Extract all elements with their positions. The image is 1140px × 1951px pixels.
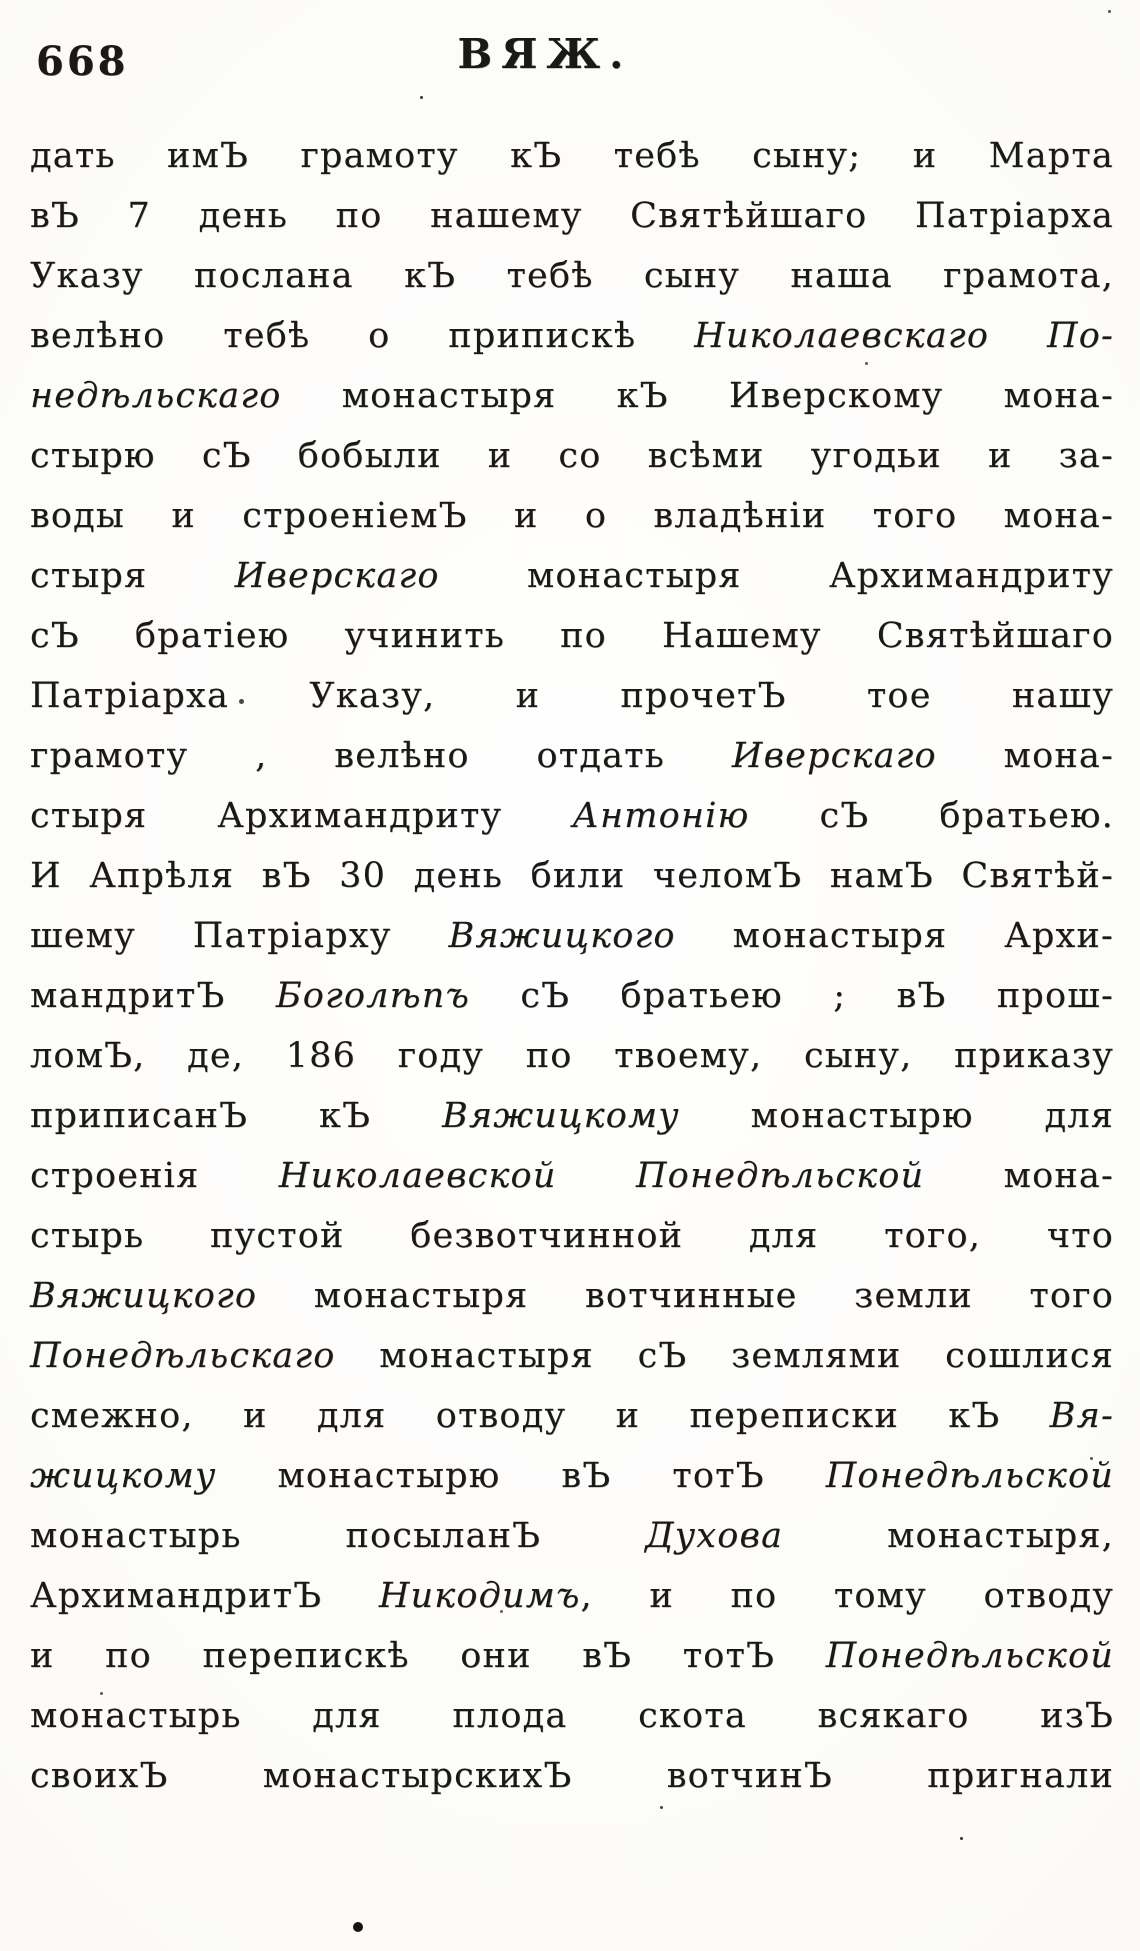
italic-text-run: Никодимъ (378, 1576, 581, 1616)
italic-text-run: Понедѣльской (825, 1456, 1114, 1496)
text-run: сЪ братьею ; вЪ прош- (470, 976, 1114, 1016)
text-line (30, 186, 1114, 246)
italic-text-run: Боголѣпъ (275, 976, 471, 1016)
text-line (30, 366, 1114, 426)
text-run: дать имЪ грамоту кЪ тебѣ сыну; и Марта (30, 136, 1114, 176)
text-run: Указу послана кЪ тебѣ сыну наша грамота, (30, 256, 1114, 296)
text-line (30, 666, 1114, 726)
text-line (30, 726, 1114, 786)
text-run: монастыря Архимандриту (439, 556, 1114, 596)
page-header-title: ВЯЖ. (457, 30, 633, 78)
italic-text-run: Духова (645, 1516, 784, 1556)
text-run: приписанЪ кЪ (30, 1096, 442, 1136)
text-line (30, 606, 1114, 666)
text-run: шему Патріарху (30, 916, 449, 956)
text-run: АрхимандритЪ (30, 1576, 379, 1616)
text-line (30, 1446, 1114, 1506)
text-line (30, 786, 1114, 846)
text-line (30, 1566, 1114, 1626)
text-line (30, 1386, 1114, 1446)
text-run: монастыря, (783, 1516, 1114, 1556)
italic-text-run: Иверскаго (731, 736, 937, 776)
text-line (30, 1026, 1114, 1086)
text-line (30, 1206, 1114, 1266)
text-run: и по перепискѣ они вЪ тотЪ (30, 1636, 826, 1676)
italic-text-run: Вяжицкого (448, 916, 676, 956)
running-head (0, 0, 1140, 120)
italic-text-run: Понедѣльскаго (30, 1336, 336, 1376)
text-run: монастыря сЪ землями сошлися (335, 1336, 1114, 1376)
text-run: И Апрѣля вЪ 30 день били челомЪ намЪ Святѣй- (30, 856, 1114, 896)
text-line (30, 906, 1114, 966)
ink-speck (353, 1922, 363, 1932)
text-run: своихЪ монастырскихЪ вотчинЪ пригнали (30, 1756, 1114, 1796)
text-run: мона- (924, 1156, 1114, 1196)
text-line (30, 426, 1114, 486)
text-run: стыря (30, 556, 235, 596)
text-run: монастыря кЪ Иверскому мона- (281, 376, 1114, 416)
text-run: грамоту , велѣно отдать (30, 736, 732, 776)
text-line (30, 1266, 1114, 1326)
text-line (30, 1686, 1114, 1746)
italic-text-run: Иверскаго (234, 556, 440, 596)
italic-text-run: Николаевской Понедѣльской (278, 1156, 925, 1196)
text-line (30, 246, 1114, 306)
text-run: смежно, и для отводу и переписки кЪ (30, 1396, 1050, 1436)
text-run: ломЪ, де, 186 году по твоему, сыну, приказу (30, 1036, 1114, 1076)
text-run: монастырю для (679, 1096, 1114, 1136)
text-line (30, 486, 1114, 546)
italic-text-run: Николаевскаго По- (694, 316, 1114, 356)
text-line (30, 846, 1114, 906)
text-run: монастырь для плода скота всякаго изЪ (30, 1696, 1114, 1736)
text-run: велѣно тебѣ о припискѣ (30, 316, 695, 356)
text-run: , и по тому отводу (580, 1576, 1115, 1616)
italic-text-run: Вяжицкому (442, 1096, 680, 1136)
text-line (30, 1086, 1114, 1146)
text-run: Патріарха Указу, и прочетЪ тое нашу (30, 676, 1114, 716)
text-run: вЪ 7 день по нашему Святѣйшаго Патріарха (30, 196, 1114, 236)
text-run: монастыря Архи- (675, 916, 1114, 956)
text-run: воды и строеніемЪ и о владѣніи того мона- (30, 496, 1114, 536)
italic-text-run: Вя- (1049, 1396, 1114, 1436)
italic-text-run: Вяжицкого (30, 1276, 258, 1316)
text-run: сЪ братьею. (749, 796, 1114, 836)
italic-text-run: Антонію (572, 796, 750, 836)
text-line (30, 546, 1114, 606)
text-line (30, 1746, 1114, 1806)
text-run: монастыря вотчинные земли того (257, 1276, 1114, 1316)
italic-text-run: недѣльскаго (30, 376, 282, 416)
italic-text-run: Понедѣльской (825, 1636, 1114, 1676)
text-line (30, 126, 1114, 186)
text-line (30, 1326, 1114, 1386)
text-line (30, 1506, 1114, 1566)
text-run: стырю сЪ бобыли и со всѣми угодьи и за- (30, 436, 1114, 476)
text-run: стырь пустой безвотчинной для того, что (30, 1216, 1114, 1256)
page-number: 668 (36, 38, 129, 85)
text-run: стыря Архимандриту (30, 796, 573, 836)
text-run: мона- (936, 736, 1114, 776)
text-run: монастырь посыланЪ (30, 1516, 646, 1556)
text-run: сЪ братіею учинить по Нашему Святѣйшаго (30, 616, 1114, 656)
text-line (30, 966, 1114, 1026)
italic-text-run: жицкому (30, 1456, 217, 1496)
text-line (30, 1626, 1114, 1686)
text-run: монастырю вЪ тотЪ (216, 1456, 826, 1496)
text-line (30, 1146, 1114, 1206)
text-block (30, 126, 1114, 1806)
text-line (30, 306, 1114, 366)
text-run: строенія (30, 1156, 279, 1196)
text-run: мандритЪ (30, 976, 276, 1016)
